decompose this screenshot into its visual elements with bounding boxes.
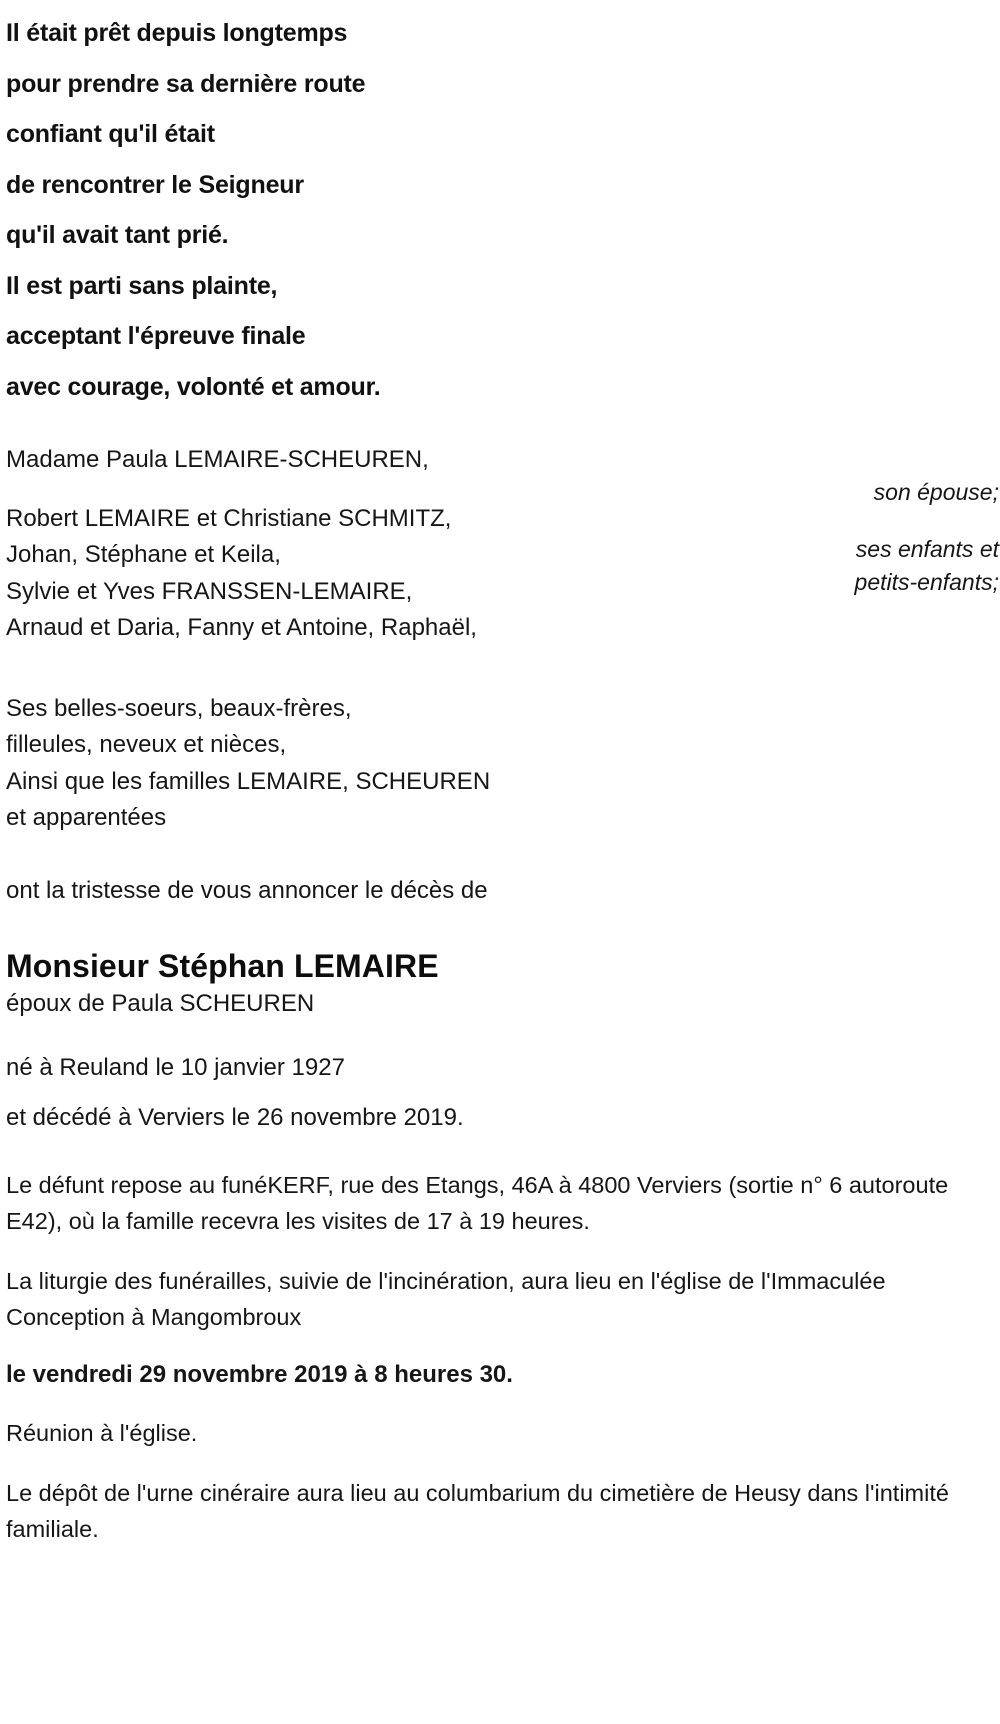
family-name-line: Johan, Stéphane et Keila,	[6, 541, 281, 568]
memorial-poem	[0, 8, 1000, 412]
spacer	[0, 1021, 1000, 1043]
family-name-line: Ses belles-soeurs, beaux-frères,	[6, 694, 352, 722]
family-role-children	[855, 533, 999, 599]
family-names	[6, 501, 1000, 647]
spacer	[0, 909, 1000, 945]
ceremony-datetime: le vendredi 29 novembre 2019 à 8 heures 30.	[6, 1360, 513, 1388]
family-role-children-line2: petits-enfants;	[854, 568, 999, 595]
family-name-line: Madame Paula LEMAIRE-SCHEUREN,	[6, 446, 429, 473]
family-group-spouse	[6, 442, 1000, 505]
announcement-intro: ont la tristesse de vous annoncer le décès de	[6, 876, 488, 904]
poem-line: confiant qu'il était	[6, 120, 215, 148]
family-role-spouse: son épouse;	[873, 479, 999, 505]
liturgy-paragraph: La liturgie des funérailles, suivie de l'incinération, aura lieu en l'église de l'Immaculée Conception à Mangombroux	[6, 1267, 886, 1330]
family-group-relatives	[6, 691, 1000, 837]
family-name-line: filleules, neveux et nièces,	[6, 731, 287, 758]
deceased-spouse: époux de Paula SCHEUREN	[6, 989, 315, 1017]
poem-line: Il est parti sans plainte,	[6, 271, 278, 300]
urn-paragraph: Le dépôt de l'urne cinéraire aura lieu au columbarium du cimetière de Heusy dans l'intimité familiale.	[6, 1479, 949, 1542]
family-name-line: Sylvie et Yves FRANSSEN-LEMAIRE,	[6, 577, 413, 605]
poem-line: qu'il avait tant prié.	[6, 221, 229, 249]
death-line: et décédé à Verviers le 26 novembre 2019.	[6, 1103, 464, 1131]
poem-line: Il était prêt depuis longtemps	[6, 19, 348, 47]
deceased-name: Monsieur Stéphan LEMAIRE	[6, 947, 439, 984]
spacer	[6, 479, 1000, 501]
poem-line: acceptant l'épreuve finale	[6, 322, 306, 350]
family-name-line: Robert LEMAIRE et Christiane SCHMITZ,	[6, 504, 452, 532]
family-name-line: et apparentées	[6, 804, 167, 831]
spacer	[6, 647, 1000, 691]
family-names	[6, 691, 1000, 837]
family-listing	[0, 442, 1000, 837]
poem-line: de rencontrer le Seigneur	[6, 170, 304, 199]
family-name-line: Arnaud et Daria, Fanny et Antoine, Raphaël,	[6, 614, 477, 641]
poem-line: pour prendre sa dernière route	[6, 69, 366, 98]
spacer	[0, 837, 1000, 873]
family-name-line: Ainsi que les familles LEMAIRE, SCHEUREN	[6, 767, 491, 795]
poem-line: avec courage, volonté et amour.	[6, 372, 381, 401]
family-names	[6, 442, 1000, 479]
family-group-children	[6, 501, 1000, 647]
meeting-paragraph: Réunion à l'église.	[6, 1419, 198, 1446]
repose-paragraph: Le défunt repose au funéKERF, rue des Etangs, 46A à 4800 Verviers (sortie n° 6 autoroute E42), où la famille recevra les visites de 17 à 19 heures.	[6, 1171, 949, 1234]
birth-line: né à Reuland le 10 janvier 1927	[6, 1053, 345, 1081]
family-role-children-line1: ses enfants et	[855, 535, 999, 562]
